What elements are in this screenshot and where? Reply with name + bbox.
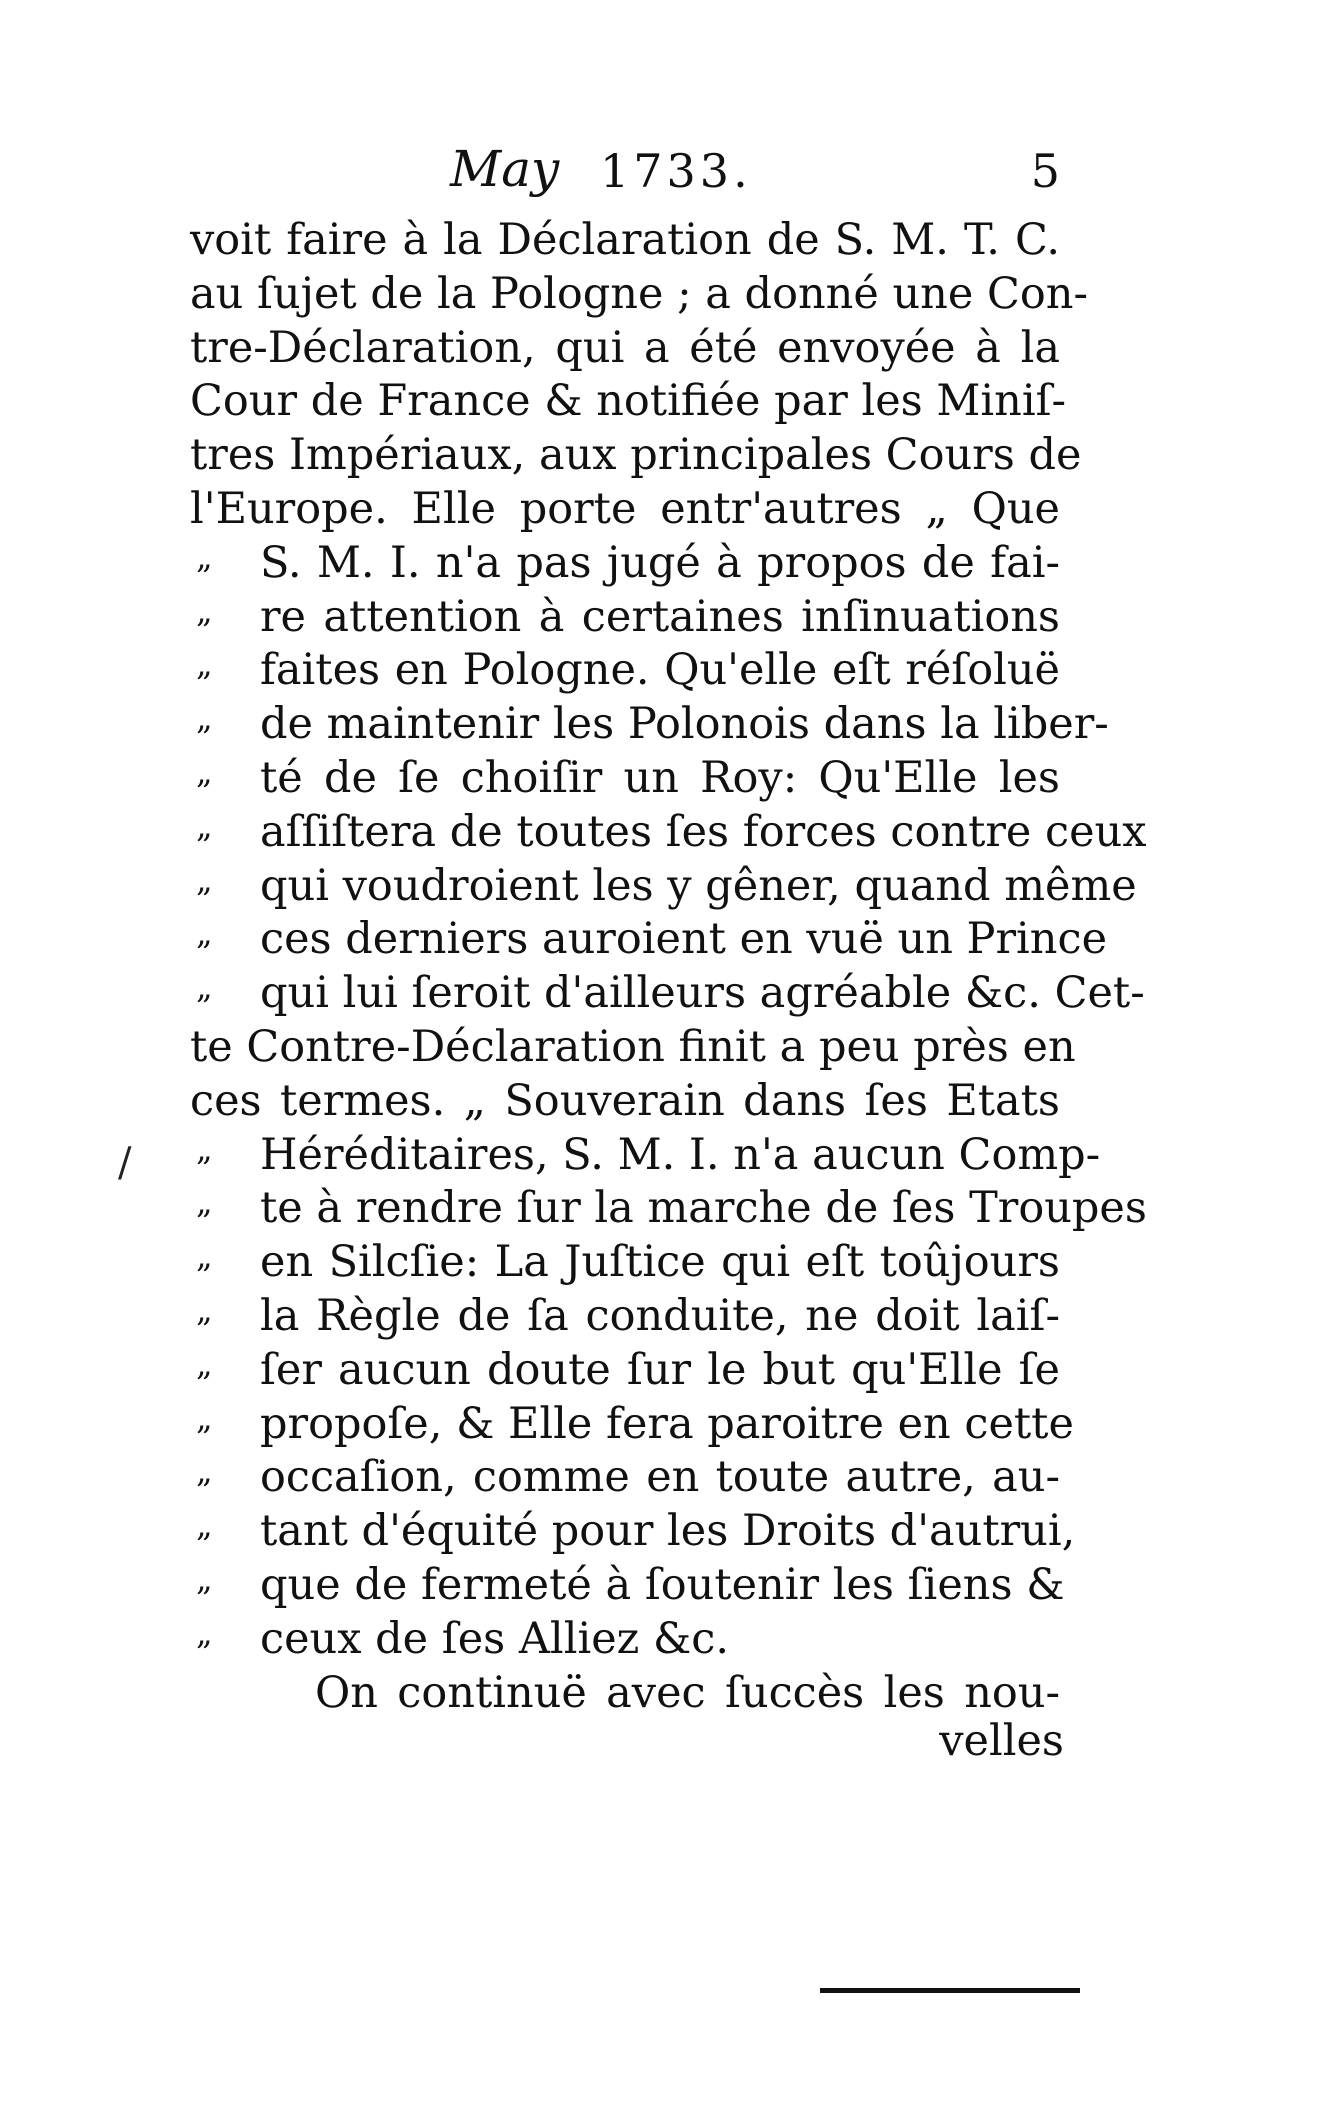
text-line: Cour de France & notifiée par les Miniſ-: [190, 376, 1067, 427]
quoted-line: „ ſer aucun doute ſur le but qu'Elle ſe: [190, 1344, 1060, 1398]
quoted-line: „ qui lui ſeroit d'ailleurs agréable &c. Cet-: [190, 967, 1060, 1021]
paragraph-start-line: On continuë avec ſuccès les nou-: [315, 1667, 1060, 1718]
quoted-line: „ S. M. I. n'a pas jugé à propos de fai-: [190, 537, 1060, 591]
quoted-line: „ re attention à certaines inſinuations: [190, 591, 1060, 645]
text-line: au ſujet de la Pologne ; a donné une Con-: [190, 268, 1088, 319]
text-block: [190, 214, 1147, 1720]
quoted-line: „ té de ſe choiſir un Roy: Qu'Elle les: [190, 752, 1060, 806]
header-month: May: [450, 140, 560, 198]
quoted-line: „ aſſiſtera de toutes ſes forces contre ceux: [190, 806, 1060, 860]
running-header: [180, 140, 1060, 210]
quoted-line: „ tant d'équité pour les Droits d'autrui,: [190, 1505, 1060, 1559]
catchword: velles: [939, 1716, 1064, 1766]
quoted-line: „ qui voudroient les y gêner, quand même: [190, 860, 1060, 914]
bottom-rule: [820, 1988, 1080, 1993]
quoted-line: „ la Règle de ſa conduite, ne doit laiſ-: [190, 1290, 1060, 1344]
text-line: tres Impériaux, aux principales Cours de: [190, 430, 1082, 481]
quoted-line: „ de maintenir les Polonois dans la liber-: [190, 698, 1060, 752]
quoted-line: „ ces derniers auroient en vuë un Prince: [190, 913, 1060, 967]
text-line: l'Europe. Elle porte entr'autres „ Que: [190, 483, 1060, 534]
text-line: te Contre-Déclaration finit a peu près en: [190, 1021, 1076, 1072]
quoted-line: „ te à rendre ſur la marche de ſes Troupes: [190, 1182, 1060, 1236]
header-year: 1733.: [600, 144, 752, 198]
text-line: ces termes. „ Souverain dans ſes Etats: [190, 1075, 1060, 1126]
page-number: 5: [1030, 144, 1060, 198]
quoted-line: „ que de fermeté à ſoutenir les ſiens &: [190, 1559, 1060, 1613]
quoted-line: „ faites en Pologne. Qu'elle eſt réſoluë: [190, 644, 1060, 698]
margin-mark: /: [118, 1140, 132, 1186]
quoted-line: „ occaſion, comme en toute autre, au-: [190, 1451, 1060, 1505]
text-line: voit faire à la Déclaration de S. M. T. C.: [190, 215, 1060, 265]
quoted-line: „ Héréditaires, S. M. I. n'a aucun Comp-: [190, 1129, 1060, 1183]
quoted-line: „ propoſe, & Elle fera paroitre en cette: [190, 1398, 1060, 1452]
quoted-line: „ ceux de ſes Alliez &c.: [190, 1613, 1060, 1667]
quoted-line: „ en Silcſie: La Juſtice qui eſt toûjours: [190, 1236, 1060, 1290]
text-line: tre-Déclaration, qui a été envoyée à la: [190, 322, 1060, 373]
